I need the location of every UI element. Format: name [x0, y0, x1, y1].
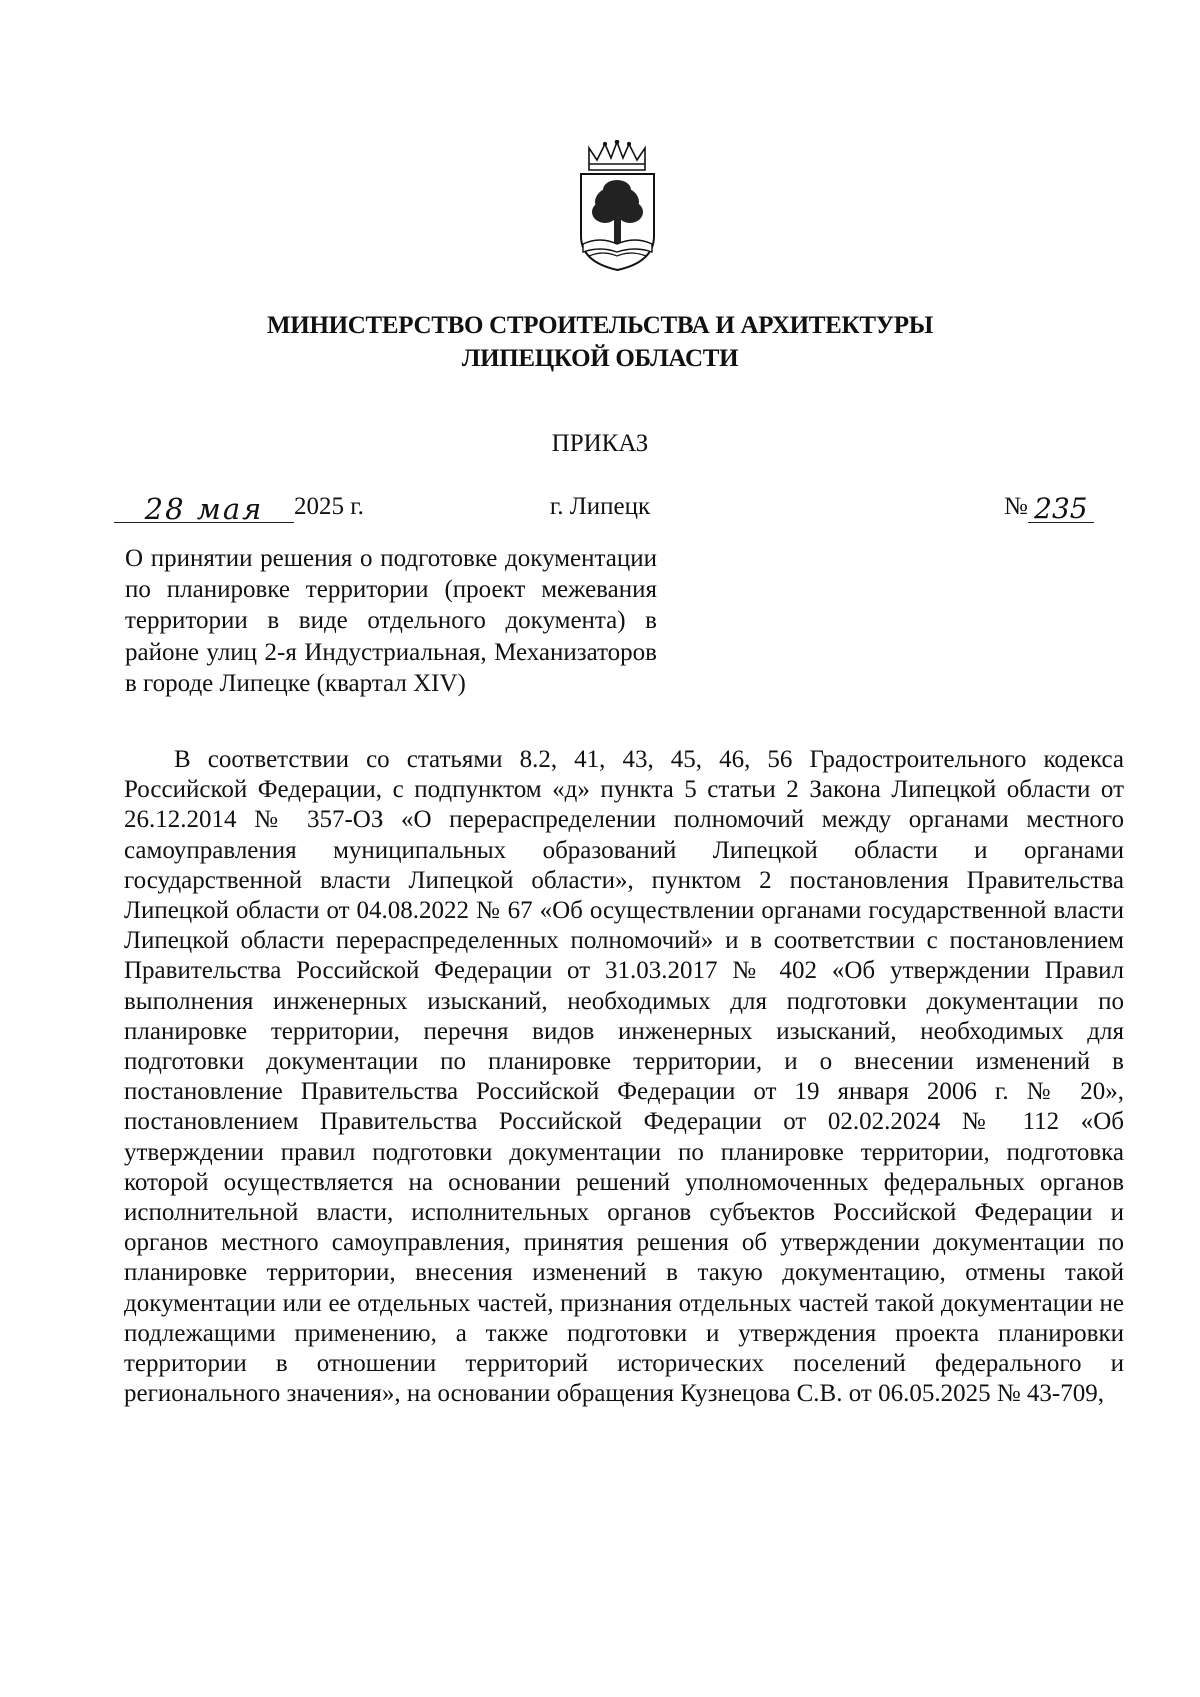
ministry-title-line1: МИНИСТЕРСТВО СТРОИТЕЛЬСТВА И АРХИТЕКТУРЫ — [267, 312, 933, 339]
document-type: ПРИКАЗ — [551, 430, 649, 457]
ministry-title-line2: ЛИПЕЦКОЙ ОБЛАСТИ — [461, 345, 739, 372]
lipetsk-coat-of-arms-icon — [575, 140, 660, 272]
handwritten-date: 28 мая — [114, 496, 294, 523]
handwritten-number: 235 — [1028, 496, 1094, 523]
number-prefix: № — [1004, 493, 1028, 520]
document-date — [114, 490, 404, 526]
body-paragraph: В соответствии со статьями 8.2, 41, 43, 45, 46, 56 Градостроительного кодекса Российской Федерации, с подпунктом «д» пункта 5 статьи 2 Закона Липецкой области от 26.12.2014 № 357-ОЗ «О перераспределении полномочий между органами местного самоуправления муниципальных образований Липецкой области и органами государственной власти Липецкой области», пунктом 2 постановления Правительства Липецкой области от 04.08.2022 № 67 «Об осуществлении органами государственной власти Липецкой области перераспределенных полномочий» и в соответствии с постановлением Правительства Российской Федерации от 31.03.2017 № 402 «Об утверждении Правил выполнения инженерных изысканий, необходимых для подготовки документации по планировке территории, перечня видов инженерных изысканий, необходимых для подготовки документации по планировке территории, и о внесении изменений в постановление Правительства Российской Федерации от 19 января 2006 г. № 20», постановлением Правительства Российской Федерации от 02.02.2024 № 112 «Об утверждении правил подготовки документации по планировке территории, подготовка которой осуществляется на основании решений уполномоченных федеральных органов исполнительной власти, исполнительных органов субъектов Российской Федерации и органов местного самоуправления, принятия решения об утверждении документации по планировке территории, внесения изменений в такую документацию, отмены такой документации или ее отдельных частей, признания отдельных частей такой документации не подлежащими применению, а также подготовки и утверждения проекта планировки территории в отношении территорий исторических поселений федерального и регионального значения», на основании обращения Кузнецова С.В. от 06.05.2025 № 43-709, — [124, 746, 1124, 1408]
coat-of-arms-emblem — [575, 140, 660, 272]
date-year: 2025 г. — [294, 493, 364, 520]
document-subject: О принятии решения о подготовке документации по планировке территории (проект межевания территории в виде отдельного документа) в районе улиц 2-я Индустриальная, Механизаторов в городе Липецке (квартал XIV) — [125, 545, 657, 697]
document-number — [1004, 490, 1154, 523]
city: г. Липецк — [549, 493, 651, 520]
